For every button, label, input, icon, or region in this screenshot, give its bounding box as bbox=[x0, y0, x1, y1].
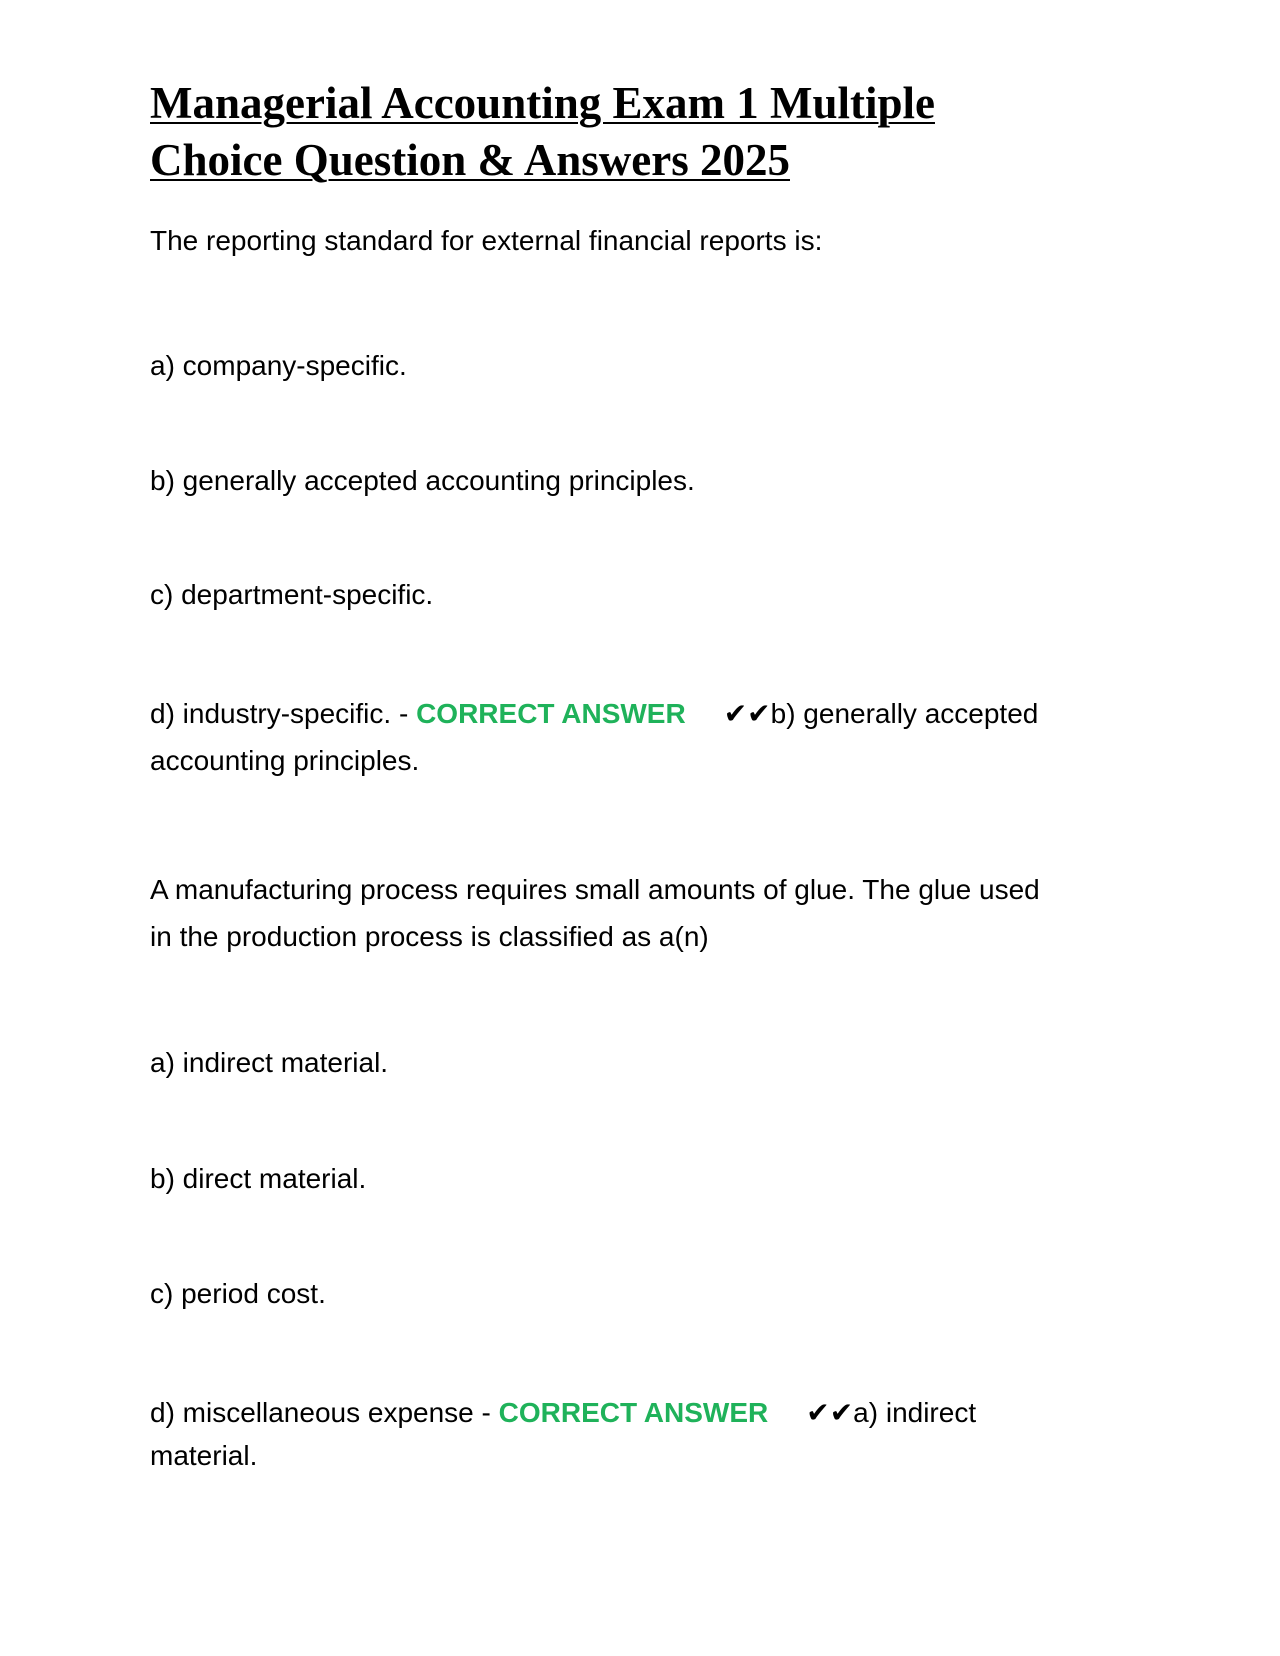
question-1-option-d bbox=[150, 690, 1038, 737]
question-1-answer-line-2: accounting principles. bbox=[150, 745, 420, 776]
question-1-option-a: a) company-specific. bbox=[150, 350, 407, 381]
double-check-icon: ✔✔ bbox=[806, 1397, 854, 1428]
question-1-option-c: c) department-specific. bbox=[150, 579, 434, 610]
question-2-prompt-line-2: in the production process is classified as a(n) bbox=[150, 921, 709, 952]
question-2-answer-line-1: a) indirect bbox=[853, 1397, 977, 1428]
question-2-option-d bbox=[150, 1389, 976, 1436]
question-2-answer-line-2: material. bbox=[150, 1440, 258, 1471]
question-2-option-c: c) period cost. bbox=[150, 1278, 326, 1309]
question-1-prompt: The reporting standard for external financial reports is: bbox=[150, 225, 823, 256]
correct-answer-label: CORRECT ANSWER bbox=[416, 698, 686, 729]
title-line-2: Choice Question & Answers 2025 bbox=[150, 135, 790, 185]
question-2-option-a: a) indirect material. bbox=[150, 1047, 389, 1078]
question-1-option-b: b) generally accepted accounting principles. bbox=[150, 465, 695, 496]
question-2-option-d-text: d) miscellaneous expense - bbox=[150, 1397, 499, 1428]
double-check-icon: ✔✔ bbox=[723, 698, 771, 729]
question-1-option-d-text: d) industry-specific. - bbox=[150, 698, 417, 729]
page-title bbox=[150, 75, 935, 189]
question-2-option-b: b) direct material. bbox=[150, 1163, 367, 1194]
question-2-prompt-line-1: A manufacturing process requires small amounts of glue. The glue used bbox=[150, 874, 1040, 905]
question-1-answer-line-1: b) generally accepted bbox=[770, 698, 1039, 729]
title-line-1: Managerial Accounting Exam 1 Multiple bbox=[150, 78, 935, 128]
correct-answer-label: CORRECT ANSWER bbox=[498, 1397, 769, 1428]
